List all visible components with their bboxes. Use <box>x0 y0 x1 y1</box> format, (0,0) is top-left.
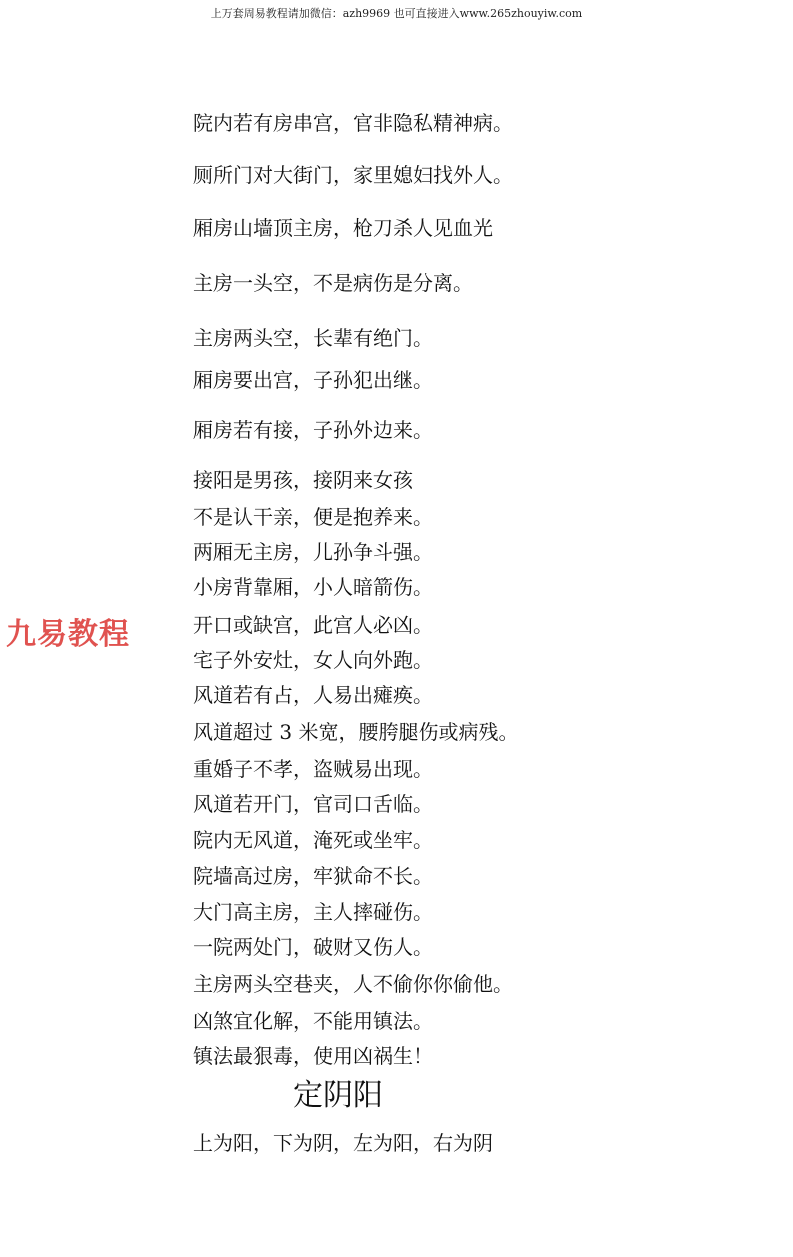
text-line: 开口或缺宫，此宫人必凶。 <box>193 613 433 637</box>
text-line: 风道若开门，官司口舌临。 <box>193 792 433 816</box>
text-line: 院内无风道，淹死或坐牢。 <box>193 828 433 852</box>
text-line-last: 上为阳，下为阴，左为阳，右为阴 <box>193 1131 493 1155</box>
text-line: 两厢无主房，儿孙争斗强。 <box>193 540 433 564</box>
text-line: 接阳是男孩，接阴来女孩 <box>193 468 413 492</box>
page-header: 上万套周易教程请加微信：azh9969 也可直接进入www.265zhouyiw.com <box>210 7 583 20</box>
text-line: 主房两头空巷夹，人不偷你你偷他。 <box>193 972 513 996</box>
text-line: 厢房若有接，子孙外边来。 <box>193 418 433 442</box>
text-line: 厢房要出宫，子孙犯出继。 <box>193 368 433 392</box>
text-line: 宅子外安灶，女人向外跑。 <box>193 648 433 672</box>
text-line: 风道超过 3 米宽，腰胯腿伤或病残。 <box>193 720 519 744</box>
section-heading: 定阴阳 <box>293 1078 383 1113</box>
text-line: 一院两处门，破财又伤人。 <box>193 935 433 959</box>
text-line: 小房背靠厢，小人暗箭伤。 <box>193 575 433 599</box>
text-line: 重婚子不孝，盗贼易出现。 <box>193 757 433 781</box>
text-line: 院内若有房串宫，官非隐私精神病。 <box>193 111 513 135</box>
watermark-logo: 九易教程 <box>6 617 130 652</box>
text-line: 凶煞宜化解，不能用镇法。 <box>193 1009 433 1033</box>
text-line: 院墙高过房，牢狱命不长。 <box>193 864 433 888</box>
text-line: 主房一头空，不是病伤是分离。 <box>193 271 473 295</box>
text-line: 不是认干亲，便是抱养来。 <box>193 505 433 529</box>
text-line: 镇法最狠毒，使用凶祸生！ <box>193 1044 433 1068</box>
text-line: 风道若有占，人易出瘫痪。 <box>193 683 433 707</box>
text-line: 主房两头空，长辈有绝门。 <box>193 326 433 350</box>
text-line: 厕所门对大街门，家里媳妇找外人。 <box>193 163 513 187</box>
text-line: 厢房山墙顶主房，枪刀杀人见血光 <box>193 216 493 240</box>
text-line: 大门高主房，主人摔碰伤。 <box>193 900 433 924</box>
